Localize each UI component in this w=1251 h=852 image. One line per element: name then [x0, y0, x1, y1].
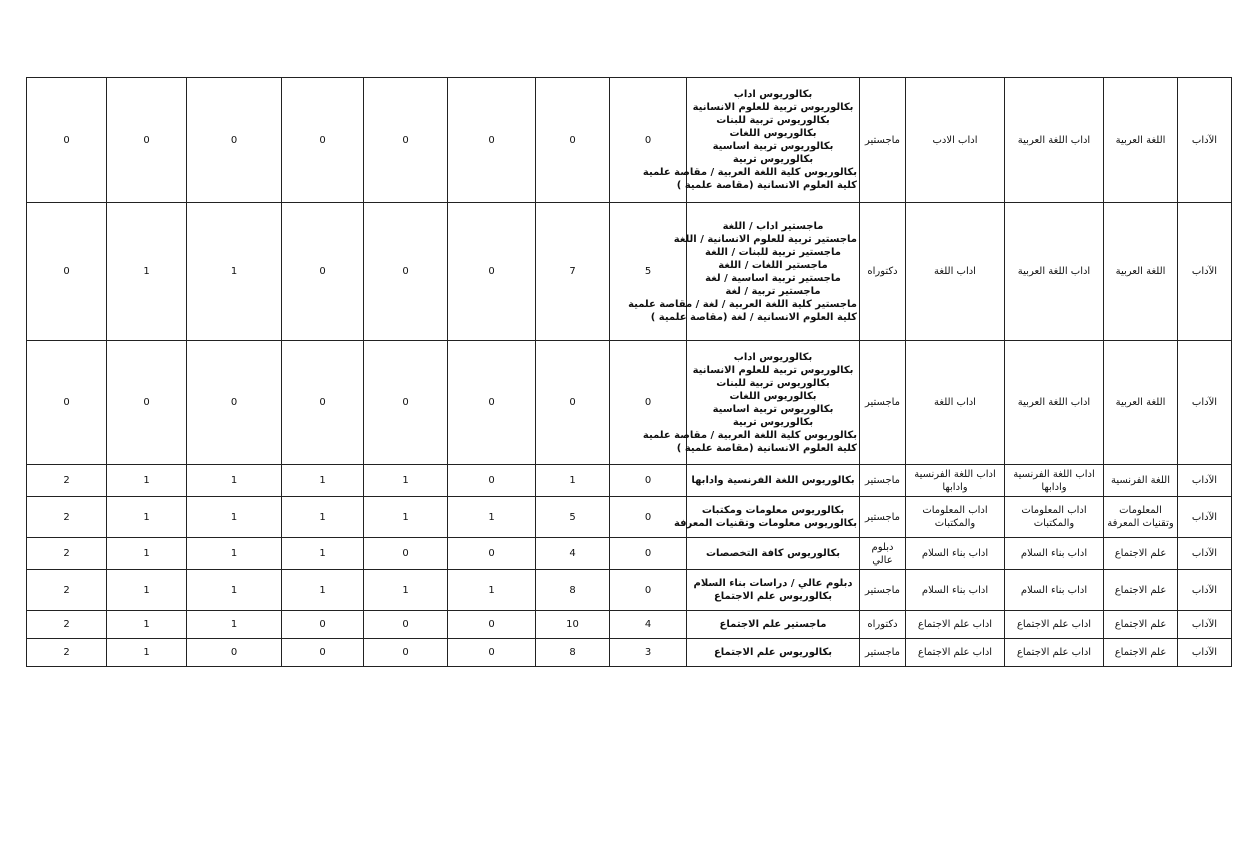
- count-cell: 1: [107, 465, 187, 497]
- table-row: [27, 639, 1232, 667]
- count-cell: 1: [282, 570, 364, 611]
- count-cell: 7: [536, 203, 610, 341]
- count-cell: 2: [27, 465, 107, 497]
- requirement-line: كلية العلوم الانسانية (مقاصة علمية ): [676, 180, 857, 191]
- requirement-line: ماجستير تربية / لغة: [725, 285, 821, 297]
- count-cell: 10: [536, 611, 610, 639]
- requirement-line: بكالوريوس تربية للعلوم الانسانية: [692, 364, 854, 376]
- requirement-line: بكالوريوس معلومات وتقنيات المعرفة: [673, 518, 857, 529]
- degree-cell: ماجستير: [860, 570, 906, 611]
- admission-requirements-cell: [628, 203, 860, 341]
- program-cell: اداب المعلومات والمكتبات: [1005, 497, 1104, 538]
- count-cell: 0: [364, 203, 448, 341]
- count-cell: 1: [107, 570, 187, 611]
- requirement-line: كلية العلوم الانسانية (مقاصة علمية ): [676, 442, 857, 454]
- requirement-line: بكالوريوس معلومات ومكتبات: [701, 505, 845, 516]
- table-row: [27, 78, 1232, 203]
- count-cell: 5: [610, 203, 687, 341]
- requirement-line: بكالوريوس اللغات: [729, 390, 817, 402]
- count-cell: 5: [536, 497, 610, 538]
- count-cell: 0: [187, 78, 282, 203]
- program-cell: اداب اللغة العربية: [1005, 78, 1104, 203]
- specialization-cell: اداب المعلومات والمكتبات: [906, 497, 1005, 538]
- specialization-cell: اداب الادب: [906, 78, 1005, 203]
- count-cell: 8: [536, 570, 610, 611]
- count-cell: 1: [187, 497, 282, 538]
- requirement-line: بكالوريوس اداب: [733, 89, 813, 100]
- department-cell: علم الاجتماع: [1104, 611, 1178, 639]
- program-cell: اداب اللغة العربية: [1005, 341, 1104, 465]
- count-cell: 1: [107, 611, 187, 639]
- program-cell: اداب علم الاجتماع: [1005, 611, 1104, 639]
- requirement-line: بكالوريوس كلية اللغة العربية / مقاصة علمية: [642, 167, 857, 178]
- program-cell: اداب بناء السلام: [1005, 570, 1104, 611]
- count-cell: 2: [27, 538, 107, 570]
- count-cell: 2: [27, 570, 107, 611]
- degree-cell: ماجستير: [860, 497, 906, 538]
- admission-requirements-cell: [673, 497, 860, 538]
- requirement-line: ماجستير اللغات / اللغة: [718, 259, 828, 271]
- specialization-cell: اداب علم الاجتماع: [906, 611, 1005, 639]
- college-cell: الآداب: [1178, 639, 1232, 667]
- count-cell: 0: [282, 611, 364, 639]
- count-cell: 0: [282, 203, 364, 341]
- count-cell: 0: [610, 570, 687, 611]
- college-cell: الآداب: [1178, 203, 1232, 341]
- degree-cell: دكتوراه: [860, 203, 906, 341]
- count-cell: 1: [107, 203, 187, 341]
- count-cell: 1: [364, 497, 448, 538]
- count-cell: 8: [536, 639, 610, 667]
- department-cell: اللغة العربية: [1104, 203, 1178, 341]
- degree-cell: دبلوم عالي: [860, 538, 906, 570]
- department-cell: علم الاجتماع: [1104, 639, 1178, 667]
- admission-requirements-cell: [687, 611, 860, 639]
- department-cell: علم الاجتماع: [1104, 538, 1178, 570]
- admission-requirements-cell: [687, 538, 860, 570]
- requirement-line: بكالوريوس علم الاجتماع: [713, 647, 833, 658]
- table-row: [27, 203, 1232, 341]
- count-cell: 0: [536, 341, 610, 465]
- admission-requirements-cell: [642, 78, 860, 203]
- count-cell: 1: [448, 570, 536, 611]
- requirement-line: بكالوريوس تربية: [732, 416, 814, 428]
- count-cell: 1: [187, 203, 282, 341]
- count-cell: 0: [282, 639, 364, 667]
- count-cell: 1: [187, 570, 282, 611]
- count-cell: 0: [448, 465, 536, 497]
- requirement-line: ماجستير تربية اساسية / لغة: [705, 272, 841, 284]
- count-cell: 2: [27, 611, 107, 639]
- count-cell: 0: [448, 78, 536, 203]
- count-cell: 0: [448, 639, 536, 667]
- count-cell: 0: [536, 78, 610, 203]
- count-cell: 0: [610, 497, 687, 538]
- college-cell: الآداب: [1178, 538, 1232, 570]
- count-cell: 0: [610, 78, 687, 203]
- requirement-line: بكالوريوس تربية للبنات: [716, 377, 830, 389]
- count-cell: 0: [448, 341, 536, 465]
- count-cell: 2: [27, 639, 107, 667]
- admission-requirements-cell: [687, 639, 860, 667]
- count-cell: 1: [536, 465, 610, 497]
- requirement-line: ماجستير علم الاجتماع: [719, 619, 827, 630]
- requirement-line: بكالوريوس تربية للعلوم الانسانية: [692, 102, 854, 113]
- requirement-line: بكالوريوس علم الاجتماع: [713, 591, 833, 602]
- count-cell: 1: [282, 538, 364, 570]
- count-cell: 4: [610, 611, 687, 639]
- admission-requirements-cell: [642, 341, 860, 465]
- count-cell: 0: [27, 341, 107, 465]
- count-cell: 0: [448, 203, 536, 341]
- requirement-line: بكالوريوس تربية اساسية: [712, 141, 834, 152]
- department-cell: المعلومات وتقنيات المعرفة: [1104, 497, 1178, 538]
- requirement-line: كلية العلوم الانسانية / لغة (مقاصة علمية ): [650, 311, 857, 323]
- specialization-cell: اداب علم الاجتماع: [906, 639, 1005, 667]
- requirement-line: ماجستير كلية اللغة العربية / لغة / مقاصة علمية: [628, 298, 857, 310]
- requirement-line: بكالوريوس اللغات: [729, 128, 817, 139]
- department-cell: اللغة العربية: [1104, 78, 1178, 203]
- count-cell: 0: [448, 611, 536, 639]
- count-cell: 0: [27, 203, 107, 341]
- count-cell: 0: [364, 639, 448, 667]
- count-cell: 1: [187, 538, 282, 570]
- count-cell: 0: [448, 538, 536, 570]
- count-cell: 1: [282, 497, 364, 538]
- department-cell: علم الاجتماع: [1104, 570, 1178, 611]
- table-row: [27, 341, 1232, 465]
- table-row: [27, 465, 1232, 497]
- count-cell: 1: [364, 570, 448, 611]
- count-cell: 0: [27, 78, 107, 203]
- specialization-cell: اداب اللغة: [906, 341, 1005, 465]
- count-cell: 1: [282, 465, 364, 497]
- table-row: [27, 611, 1232, 639]
- college-cell: الآداب: [1178, 465, 1232, 497]
- specialization-cell: اداب اللغة: [906, 203, 1005, 341]
- degree-cell: ماجستير: [860, 465, 906, 497]
- program-cell: اداب بناء السلام: [1005, 538, 1104, 570]
- admission-requirements-cell: [687, 465, 860, 497]
- requirement-line: ماجستير تربية للبنات / اللغة: [705, 246, 841, 258]
- count-cell: 1: [107, 497, 187, 538]
- count-cell: 1: [107, 538, 187, 570]
- admission-requirements-cell: [687, 570, 860, 611]
- admissions-table: [26, 77, 1232, 667]
- requirement-line: بكالوريوس تربية للبنات: [716, 115, 830, 126]
- count-cell: 2: [27, 497, 107, 538]
- count-cell: 1: [187, 465, 282, 497]
- requirement-line: بكالوريوس تربية اساسية: [712, 403, 834, 415]
- count-cell: 1: [187, 611, 282, 639]
- count-cell: 3: [610, 639, 687, 667]
- college-cell: الآداب: [1178, 570, 1232, 611]
- count-cell: 0: [610, 465, 687, 497]
- count-cell: 0: [107, 78, 187, 203]
- college-cell: الآداب: [1178, 497, 1232, 538]
- department-cell: اللغة الفرنسية: [1104, 465, 1178, 497]
- count-cell: 0: [107, 341, 187, 465]
- table-row: [27, 497, 1232, 538]
- count-cell: 0: [364, 611, 448, 639]
- department-cell: اللغة العربية: [1104, 341, 1178, 465]
- degree-cell: دكتوراه: [860, 611, 906, 639]
- count-cell: 0: [364, 78, 448, 203]
- table-row: [27, 538, 1232, 570]
- program-cell: اداب اللغة الفرنسية وادابها: [1005, 465, 1104, 497]
- table-row: [27, 570, 1232, 611]
- count-cell: 4: [536, 538, 610, 570]
- requirement-line: ماجستير تربية للعلوم الانسانية / اللغة: [673, 233, 857, 245]
- specialization-cell: اداب اللغة الفرنسية وادابها: [906, 465, 1005, 497]
- count-cell: 0: [187, 341, 282, 465]
- requirement-line: بكالوريوس كافة التخصصات: [705, 548, 841, 559]
- count-cell: 0: [187, 639, 282, 667]
- degree-cell: ماجستير: [860, 78, 906, 203]
- count-cell: 1: [364, 465, 448, 497]
- requirement-line: بكالوريوس اداب: [733, 351, 813, 363]
- requirement-line: ماجستير اداب / اللغة: [722, 220, 824, 232]
- count-cell: 1: [448, 497, 536, 538]
- requirement-line: بكالوريوس كلية اللغة العربية / مقاصة علمية: [642, 429, 857, 441]
- count-cell: 1: [107, 639, 187, 667]
- program-cell: اداب اللغة العربية: [1005, 203, 1104, 341]
- count-cell: 0: [610, 538, 687, 570]
- college-cell: الآداب: [1178, 78, 1232, 203]
- specialization-cell: اداب بناء السلام: [906, 538, 1005, 570]
- requirement-line: دبلوم عالي / دراسات بناء السلام: [693, 578, 853, 589]
- program-cell: اداب علم الاجتماع: [1005, 639, 1104, 667]
- count-cell: 0: [364, 341, 448, 465]
- degree-cell: ماجستير: [860, 341, 906, 465]
- specialization-cell: اداب بناء السلام: [906, 570, 1005, 611]
- count-cell: 0: [364, 538, 448, 570]
- college-cell: الآداب: [1178, 611, 1232, 639]
- requirement-line: بكالوريوس تربية: [732, 154, 814, 165]
- count-cell: 0: [610, 341, 687, 465]
- college-cell: الآداب: [1178, 341, 1232, 465]
- table-body: [27, 78, 1232, 667]
- requirement-line: بكالوريوس اللغة الفرنسية وادابها: [691, 475, 855, 486]
- degree-cell: ماجستير: [860, 639, 906, 667]
- count-cell: 0: [282, 341, 364, 465]
- count-cell: 0: [282, 78, 364, 203]
